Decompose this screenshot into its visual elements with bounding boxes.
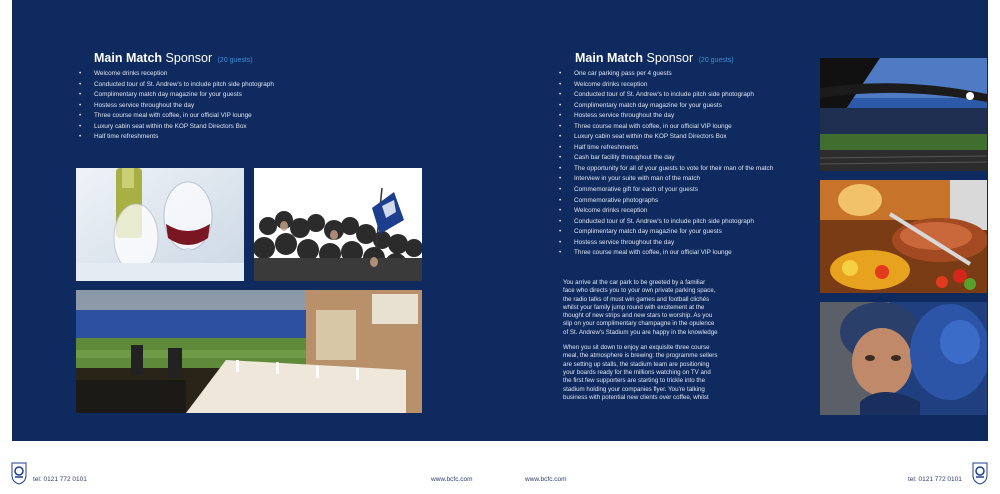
crowd-flag-photo <box>254 168 422 281</box>
description-line: are setting up stalls, the stadium team are positioning <box>563 360 710 368</box>
description-line: slip on your complimentary champagne in the opulence <box>563 320 715 328</box>
benefit-item: • Complimentary match day magazine for your guests <box>559 101 773 112</box>
description-paragraph-2 <box>563 344 743 402</box>
benefit-item: • Three course meal with coffee, in our official VIP lounge <box>79 111 274 122</box>
title-bold: Main Match <box>94 51 163 65</box>
title-guests: (20 guests) <box>217 57 253 64</box>
benefit-item: • One car parking pass per 4 guests <box>559 69 773 80</box>
benefit-item: • Conducted tour of St. Andrew's to include pitch side photograph <box>79 80 274 91</box>
footer-web-left[interactable]: www.bcfc.com <box>431 476 473 483</box>
benefit-item: • Luxury cabin seat within the KOP Stand Directors Box <box>79 122 274 133</box>
benefit-item: • Welcome drinks reception <box>79 69 274 80</box>
title-guests: (20 guests) <box>698 57 734 64</box>
benefit-item: • Welcome drinks reception <box>559 206 773 217</box>
description-line: business with potential new clients over coffee, whilst <box>563 393 709 401</box>
benefit-item: • Half time refreshments <box>79 132 274 143</box>
description-paragraph-1 <box>563 279 743 337</box>
description-line: meal, the atmosphere is brewing: the programme sellers <box>563 352 718 360</box>
benefit-item: • Commemorative gift for each of your guests <box>559 185 773 196</box>
benefit-item: • Cash bar facility throughout the day <box>559 153 773 164</box>
description-line: thought of new strips and new stars to worship. As you <box>563 312 713 320</box>
benefit-item: • Complimentary match day magazine for your guests <box>559 227 773 238</box>
description-line: You arrive at the car park to be greeted by a familiar <box>563 279 706 286</box>
benefit-item: • Interview in your suite with man of the match <box>559 174 773 185</box>
benefit-item: • Commemorative photographs <box>559 196 773 207</box>
benefit-item: • Three course meal with coffee, in our official VIP lounge <box>559 122 773 133</box>
benefit-item: • Hostess service throughout the day <box>79 101 274 112</box>
fan-portrait-photo <box>820 302 987 415</box>
benefit-item: • Luxury cabin seat within the KOP Stand Directors Box <box>559 132 773 143</box>
stadium-roof-photo <box>820 58 987 171</box>
benefit-item: • Complimentary match day magazine for your guests <box>79 90 274 101</box>
benefit-item: • Hostess service throughout the day <box>559 111 773 122</box>
description-line: stadium holding your companies flyer. You're talking <box>563 385 705 393</box>
left-page-title <box>94 51 253 65</box>
description-line: the first few supporters are starting to trickle into the <box>563 377 706 385</box>
right-page-title <box>575 51 734 65</box>
club-crest-left-icon <box>10 461 28 485</box>
benefit-item: • Conducted tour of St. Andrew's to include pitch side photograph <box>559 217 773 228</box>
title-rest: Sponsor <box>646 51 694 65</box>
description-line: When you sit down to enjoy an exquisite three course <box>563 344 710 352</box>
footer-web-right[interactable]: www.bcfc.com <box>525 476 567 483</box>
brochure-spread <box>12 0 988 441</box>
hospitality-description <box>563 279 743 402</box>
stadium-lounge-photo <box>76 290 422 413</box>
benefit-item: • Hostess service throughout the day <box>559 238 773 249</box>
carvery-food-photo <box>820 180 987 293</box>
title-rest: Sponsor <box>165 51 213 65</box>
benefit-item: • Conducted tour of St. Andrew's to include pitch side photograph <box>559 90 773 101</box>
left-benefits-list <box>79 69 274 143</box>
club-crest-right-icon <box>971 461 989 485</box>
description-line: your boards ready for the millions watching on TV and <box>563 368 711 376</box>
footer-tel-left: tel: 0121 772 0101 <box>33 476 87 483</box>
wine-glasses-photo <box>76 168 244 281</box>
benefit-item: • Welcome drinks reception <box>559 80 773 91</box>
description-line: the radio talks of must win games and football clichés <box>563 295 710 303</box>
benefit-item: • Half time refreshments <box>559 143 773 154</box>
title-bold: Main Match <box>575 51 644 65</box>
benefit-item: • The opportunity for all of your guests to vote for their man of the match <box>559 164 773 175</box>
description-line: of St. Andrew's Stadium you are happy in the knowledge <box>563 328 718 336</box>
benefit-item: • Three course meal with coffee, in our official VIP lounge <box>559 248 773 259</box>
description-line: face who directs you to your own private parking space, <box>563 287 716 295</box>
footer-tel-right: tel: 0121 772 0101 <box>908 476 962 483</box>
right-benefits-list <box>559 69 773 259</box>
description-line: whilst your family jump round with excitement at the <box>563 303 705 311</box>
